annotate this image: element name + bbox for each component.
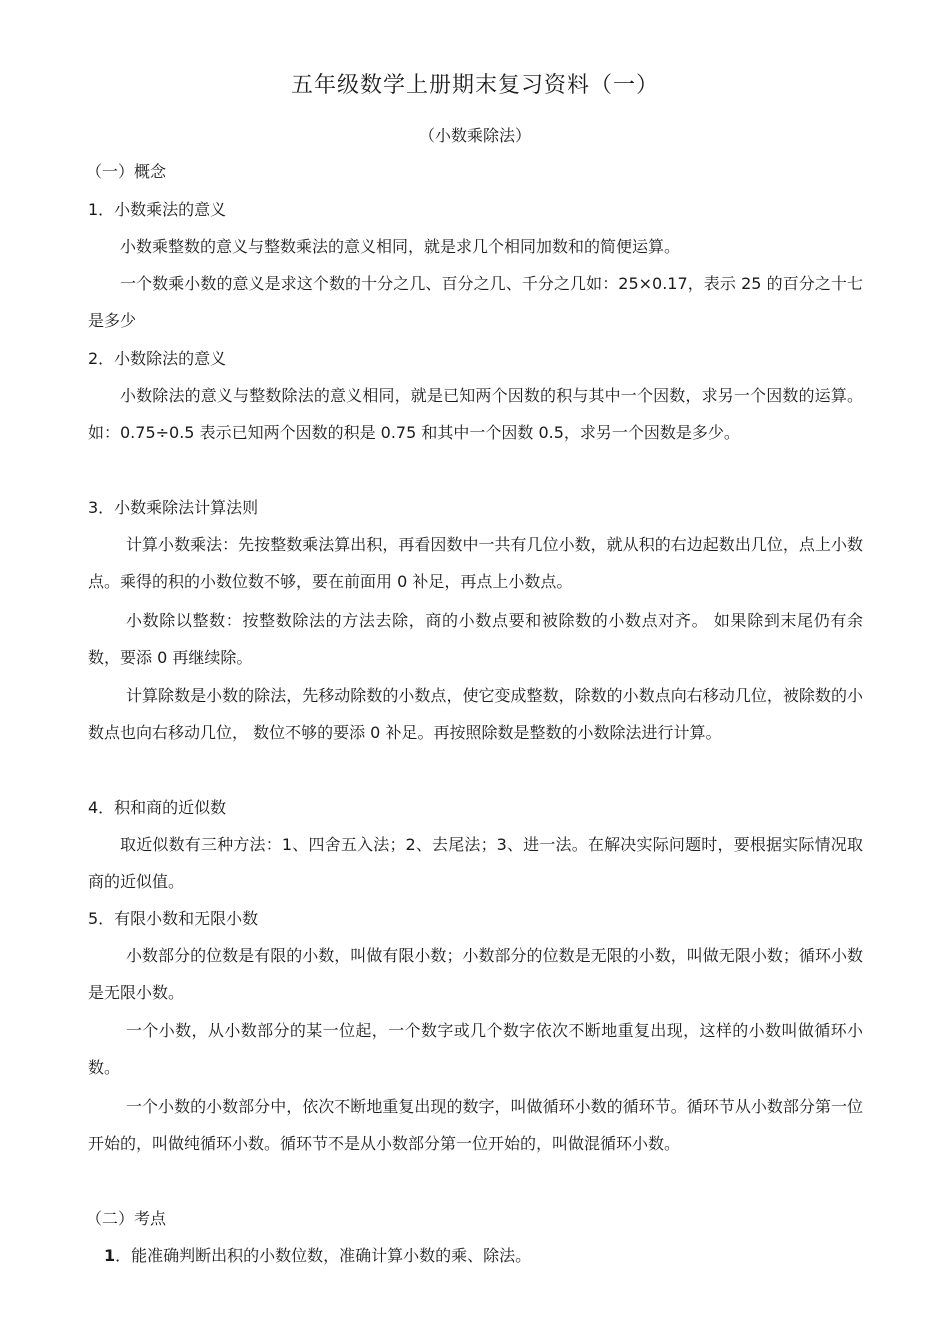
paragraph: 小数除以整数：按整数除法的方法去除，商的小数点要和被除数的小数点对齐。 如果除到末尾仍有余数，要添 0 再继续除。 [88, 611, 863, 667]
section-heading-concepts: （一）概念 [86, 162, 167, 181]
test-point-item [104, 1243, 531, 1269]
item-heading-approximate-values: 4．积和商的近似数 [88, 798, 227, 817]
item-heading-decimal-multiplication-meaning: 1．小数乘法的意义 [88, 200, 227, 219]
item-heading-decimal-division-meaning: 2．小数除法的意义 [88, 349, 227, 368]
paragraph: 小数部分的位数是有限的小数，叫做有限小数；小数部分的位数是无限的小数，叫做无限小数；循环小数是无限小数。 [88, 946, 863, 1002]
test-point-text: ．能准确判断出积的小数位数，准确计算小数的乘、除法。 [115, 1246, 532, 1265]
paragraph: 一个数乘小数的意义是求这个数的十分之几、百分之几、千分之几如：25×0.17，表示 25 的百分之十七是多少 [88, 274, 863, 330]
paragraph: 计算除数是小数的除法，先移动除数的小数点，使它变成整数，除数的小数点向右移动几位，被除数的小数点也向右移动几位， 数位不够的要添 0 补足。再按照除数是整数的小数除法进行计算。 [88, 686, 863, 742]
paragraph: 计算小数乘法：先按整数乘法算出积，再看因数中一共有几位小数，就从积的右边起数出几位，点上小数点。乘得的积的小数位数不够，要在前面用 0 补足，再点上小数点。 [88, 535, 863, 591]
paragraph: 取近似数有三种方法：1、四舍五入法；2、去尾法；3、进一法。在解决实际问题时，要根据实际情况取商的近似值。 [88, 835, 863, 891]
paragraph: 一个小数的小数部分中，依次不断地重复出现的数字，叫做循环小数的循环节。循环节从小数部分第一位开始的，叫做纯循环小数。循环节不是从小数部分第一位开始的，叫做混循环小数。 [88, 1097, 863, 1153]
test-point-number: 1 [104, 1246, 116, 1265]
section-heading-test-points: （二）考点 [86, 1209, 167, 1228]
item-heading-finite-infinite-decimals: 5．有限小数和无限小数 [88, 909, 259, 928]
paragraph: 一个小数，从小数部分的某一位起，一个数字或几个数字依次不断地重复出现，这样的小数叫做循环小数。 [88, 1021, 863, 1077]
document-title: 五年级数学上册期末复习资料（一） [290, 73, 659, 98]
paragraph: 小数乘整数的意义与整数乘法的意义相同，就是求几个相同加数和的简便运算。 [120, 237, 681, 256]
item-heading-calculation-rules: 3．小数乘除法计算法则 [88, 498, 259, 517]
paragraph: 小数除法的意义与整数除法的意义相同，就是已知两个因数的积与其中一个因数，求另一个因数的运算。如：0.75÷0.5 表示已知两个因数的积是 0.75 和其中一个因数 0.5，求另一个因数是多少。 [88, 386, 863, 442]
document-subtitle: （小数乘除法） [418, 126, 531, 145]
